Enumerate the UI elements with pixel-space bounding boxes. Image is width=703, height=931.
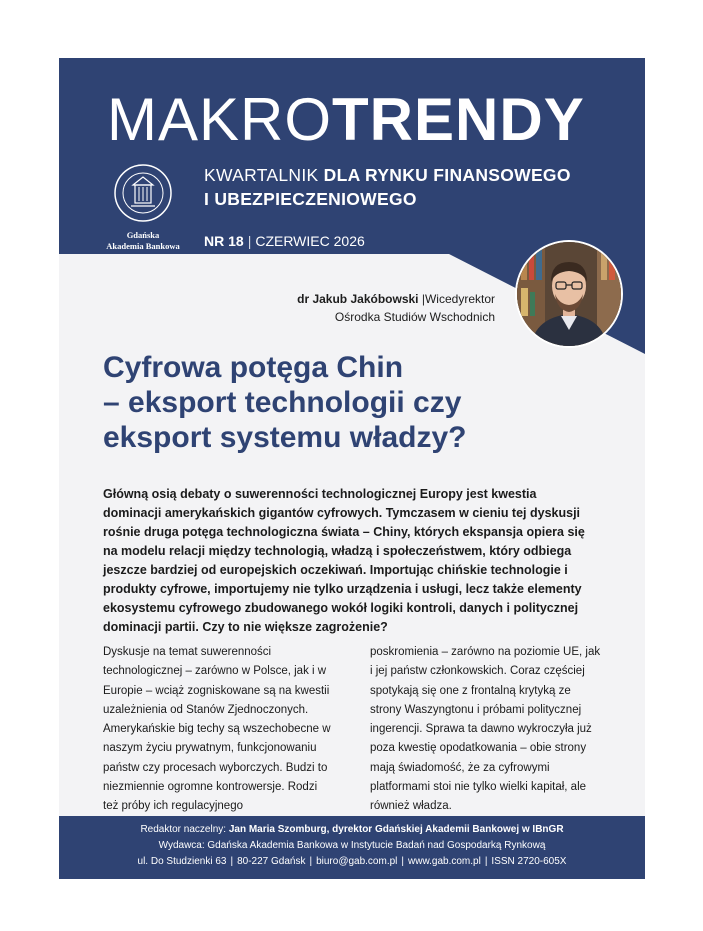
- author-credit: [297, 290, 495, 326]
- footer-sep: |: [230, 856, 234, 867]
- tagline: [204, 163, 571, 211]
- footer-web[interactable]: www.gab.com.pl: [408, 856, 481, 867]
- university-seal: [104, 163, 182, 252]
- author-portrait: [515, 240, 623, 348]
- body-column-2: poskromienia – zarówno na poziomie UE, jak i jej państw członkowskich. Coraz częściej spotykają się one z frontalną krytyką ze strony Waszyngtonu i próbami politycznej ingerencji. Sprawa ta dawno wykroczyła już poza kwestię opodatkowania – obie strony mają świadomość, że za cyfrowymi platformami stoi nie tylko wielki kapitał, ale również władza.: [370, 646, 601, 813]
- issue-date: CZERWIEC 2026: [255, 233, 365, 249]
- footer-publisher: Wydawca: Gdańska Akademia Bankowa w Instytucie Badań nad Gospodarką Rynkową: [158, 840, 546, 851]
- tagline-part3: I UBEZPIECZENIOWEGO: [204, 189, 417, 209]
- headline-line1: Cyfrowa potęga Chin: [103, 351, 404, 384]
- footer-sep: |: [309, 856, 313, 867]
- footer-address: ul. Do Studzienki 63: [137, 856, 227, 867]
- footer-sep: |: [401, 856, 404, 867]
- article-lead: Główną osią debaty o suwerenności technologicznej Europy jest kwestia dominacji amerykańskich gigantów cyfrowych. Tymczasem w cieniu tej dyskusji rośnie druga potęga technologiczna świata – Chiny, których ekspansja opiera się na modelu relacji między technologią, władzą i społeczeństwem, który odbiega jeszcze bardziej od europejskich oczekiwań. Importując chińskie technologie i produkty cyfrowe, importujemy nie tylko urządzenia i usługi, lecz także elementy ekosystemu cyfrowego zbudowanego wokół logiki kontroli, danych i politycznej dominacji partii. Czy to nie większe zagrożenie?: [103, 487, 585, 634]
- issue-separator: |: [247, 233, 252, 249]
- seal-label-line1: Gdańska: [126, 230, 160, 240]
- brand-title-thin: MAKRO: [107, 86, 333, 153]
- issue-number: NR 18: [204, 233, 244, 249]
- author-portrait-image: [517, 242, 621, 346]
- author-separator: |: [421, 292, 425, 306]
- footer-editor-name: Jan Maria Szomburg, dyrektor Gdańskiej Akademii Bankowej w IBnGR: [228, 824, 564, 835]
- footer-email[interactable]: biuro@gab.com.pl: [316, 856, 398, 867]
- footer-postal: 80-227 Gdańsk: [237, 856, 306, 867]
- seal-label: [104, 230, 182, 252]
- headline-line2: – eksport technologii czy: [103, 386, 462, 419]
- university-seal-icon: [113, 163, 173, 223]
- issue-info: [204, 233, 365, 249]
- brand-title: [107, 88, 585, 152]
- tagline-part1: KWARTALNIK: [204, 165, 324, 185]
- footer-sep: |: [484, 856, 488, 867]
- author-role-line1: Wicedyrektor: [424, 292, 495, 306]
- newsletter-page: [59, 58, 645, 879]
- author-name: dr Jakub Jakóbowski: [297, 292, 419, 306]
- brand-title-bold: TRENDY: [332, 86, 585, 153]
- footer: [59, 816, 645, 879]
- headline-line3: eksport systemu władzy?: [103, 421, 467, 454]
- article-headline: [103, 350, 523, 455]
- author-role-line2: Ośrodka Studiów Wschodnich: [334, 310, 495, 324]
- body-column-1: Dyskusje na temat suwerenności technologicznej – zarówno w Polsce, jak i w Europie – wciąż zogniskowane są na kwestii uzależnienia od Stanów Zjednoczonych. Amerykańskie big techy są wszechobecne w naszym życiu prywatnym, funkcjonowaniu państw czy procesach wyborczych. Budzi to niezmiennie ogromne kontrowersje. Rodzi też próby ich regulacyjnego: [103, 646, 331, 813]
- seal-label-line2: Akademia Bankowa: [106, 241, 180, 251]
- footer-editor: [59, 822, 645, 838]
- footer-editor-label: Redaktor naczelny:: [140, 824, 229, 835]
- footer-contact: [59, 854, 645, 870]
- footer-issn: ISSN 2720-605X: [491, 856, 567, 867]
- tagline-part2: DLA RYNKU FINANSOWEGO: [323, 165, 571, 185]
